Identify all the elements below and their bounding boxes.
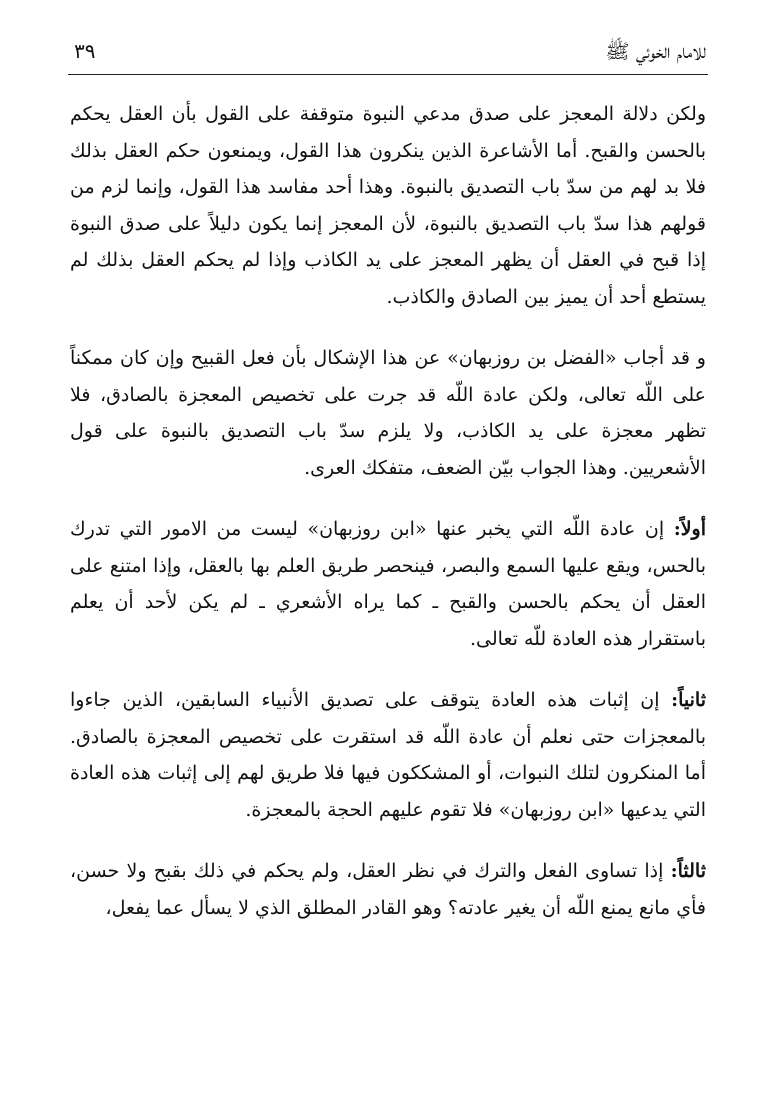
paragraph-text: إن إثبات هذه العادة يتوقف على تصديق الأنبياء السابقين، الذين جاءوا بالمعجزات حتى نعلم أن عادة اللّه قد استقرت على تخصيص المعجزة بالصادق. أما المنكرون لتلك النبوات، أو المشككون فيها فلا طريق لهم إلى إثبات هذه العادة التي يدعيها «ابن روزبهان» فلا تقوم عليهم الحجة بالمعجزة. bbox=[70, 689, 706, 821]
paragraph-3 bbox=[70, 511, 706, 657]
paragraph-lead: أولاً: bbox=[673, 518, 706, 540]
header-title: للامام الخوئي ﷺ bbox=[605, 39, 706, 63]
paragraph-2 bbox=[70, 340, 706, 486]
paragraph-text: و قد أجاب «الفضل بن روزبهان» عن هذا الإشكال بأن فعل القبيح وإن كان ممكناً على اللّه تعالى، ولكن عادة اللّه قد جرت على تخصيص المعجزة بالصادق، فلا تظهر معجزة على يد الكاذب، ولا يلزم سدّ باب التصديق بالنبوة على قول الأشعريين. وهذا الجواب بيّن الضعف، متفكك العرى. bbox=[70, 347, 706, 479]
paragraph-text: إن عادة اللّه التي يخبر عنها «ابن روزبهان» ليست من الامور التي تدرك بالحس، ويقع عليها السمع والبصر، فينحصر طريق العلم بها بالعقل، وإذا امتنع على العقل أن يحكم بالحسن والقبح ـ كما يراه الأشعري ـ لم يكن لأحد أن يعلم باستقرار هذه العادة للّه تعالى. bbox=[70, 518, 706, 650]
paragraph-1 bbox=[70, 96, 706, 315]
page-number: ٣٩ bbox=[74, 39, 96, 63]
running-header bbox=[68, 30, 708, 75]
body-text bbox=[70, 96, 706, 926]
paragraph-4 bbox=[70, 682, 706, 828]
paragraph-lead: ثالثاً: bbox=[670, 860, 706, 882]
paragraph-5 bbox=[70, 853, 706, 926]
paragraph-lead: ثانياً: bbox=[671, 689, 706, 711]
paragraph-text: ولكن دلالة المعجز على صدق مدعي النبوة متوقفة على القول بأن العقل يحكم بالحسن والقبح. أما الأشاعرة الذين ينكرون هذا القول، ويمنعون حكم العقل بذلك فلا بد لهم من سدّ باب التصديق بالنبوة. وهذا أحد مفاسد هذا القول، وإنما لزم من قولهم هذا سدّ باب التصديق بالنبوة، لأن المعجز إنما يكون دليلاً على صدق النبوة إذا قبح في العقل أن يظهر المعجز على يد الكاذب وإذا لم يحكم العقل بذلك لم يستطع أحد أن يميز بين الصادق والكاذب. bbox=[70, 103, 706, 308]
paragraph-text: إذا تساوى الفعل والترك في نظر العقل، ولم يحكم في ذلك بقبح ولا حسن، فأي مانع يمنع اللّه أن يغير عادته؟ وهو القادر المطلق الذي لا يسأل عما يفعل، bbox=[70, 860, 706, 919]
